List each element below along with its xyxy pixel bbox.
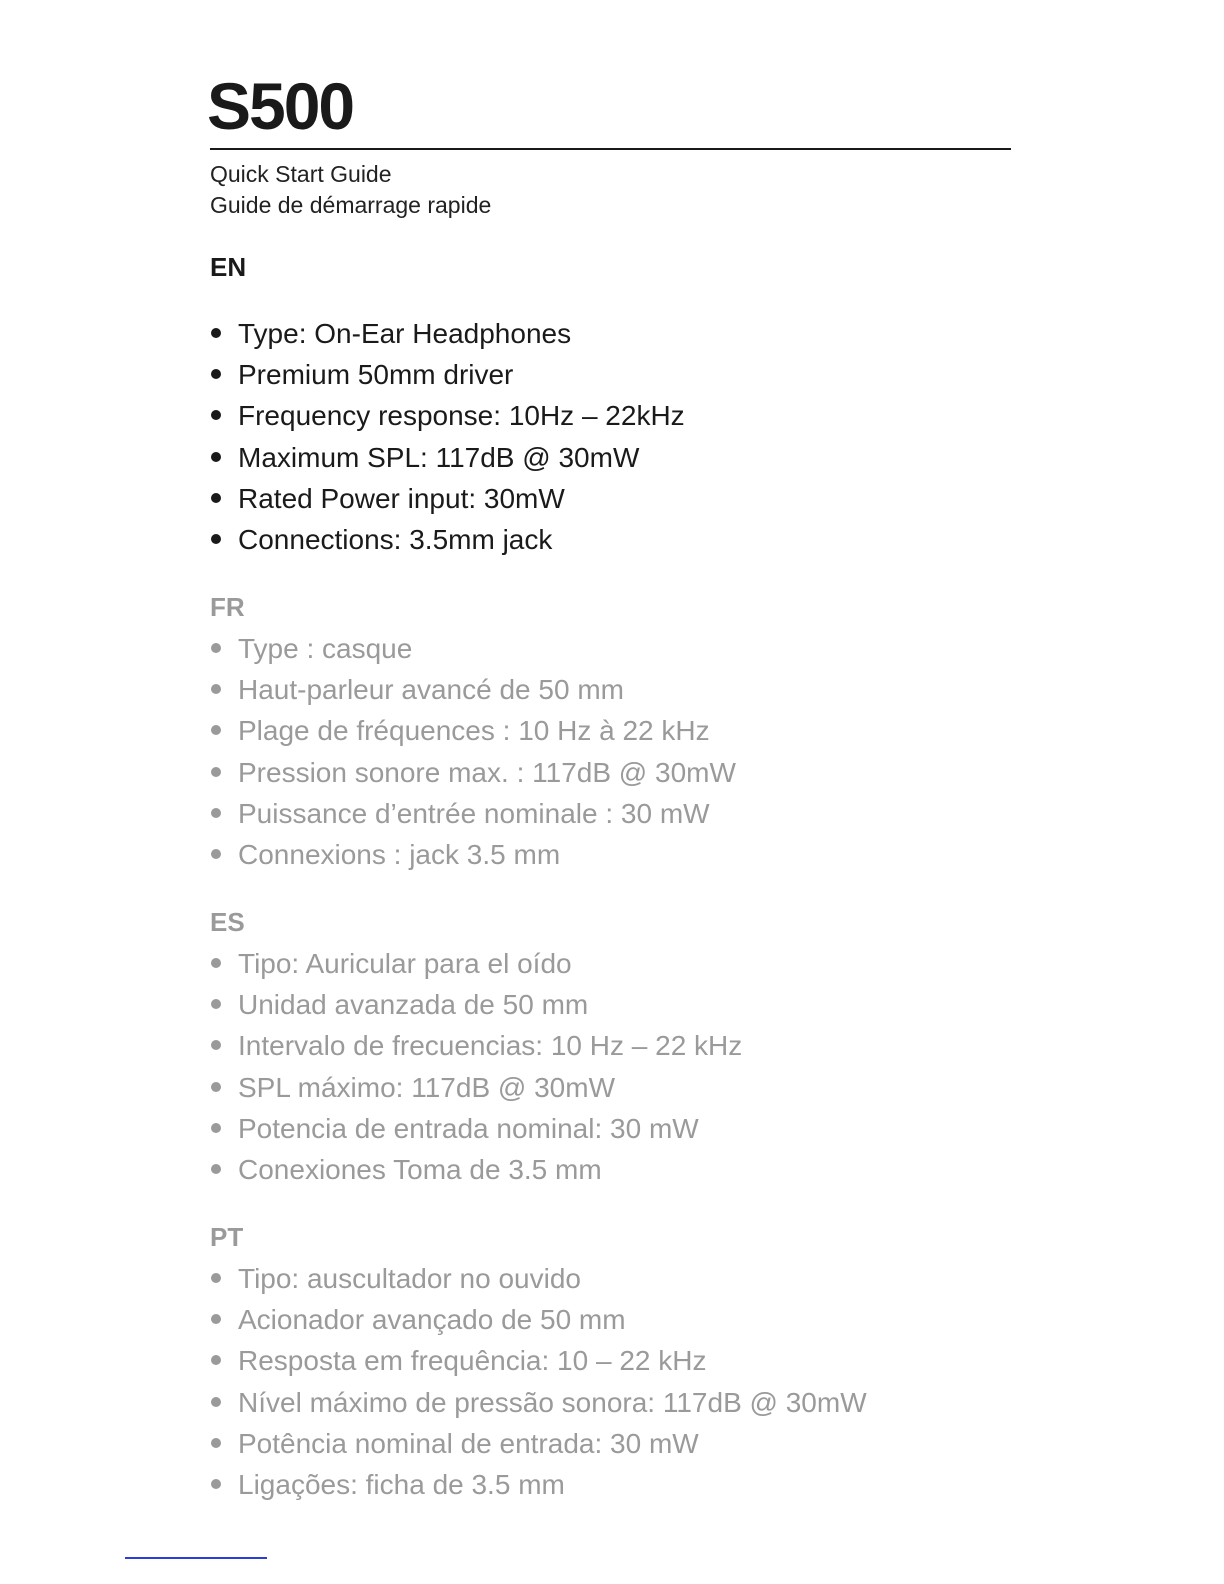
spec-item: Acionador avançado de 50 mm: [210, 1299, 867, 1340]
product-title: S500: [207, 69, 354, 143]
spec-item: Resposta em frequência: 10 – 22 kHz: [210, 1340, 867, 1381]
spec-item: Tipo: auscultador no ouvido: [210, 1258, 867, 1299]
spec-item: Tipo: Auricular para el oído: [210, 943, 742, 984]
spec-list-es: [210, 943, 742, 1190]
section-heading-es: ES: [210, 907, 245, 937]
spec-item: Pression sonore max. : 117dB @ 30mW: [210, 752, 736, 793]
section-heading-en: EN: [210, 252, 247, 282]
subtitle-french: Guide de démarrage rapide: [210, 192, 492, 218]
spec-item: Potencia de entrada nominal: 30 mW: [210, 1108, 742, 1149]
spec-item: Ligações: ficha de 3.5 mm: [210, 1464, 867, 1505]
spec-item: Type: On-Ear Headphones: [210, 313, 685, 354]
spec-item: Maximum SPL: 117dB @ 30mW: [210, 437, 685, 478]
spec-item: Nível máximo de pressão sonora: 117dB @ 30mW: [210, 1382, 867, 1423]
spec-item: Rated Power input: 30mW: [210, 478, 685, 519]
spec-list-pt: [210, 1258, 867, 1505]
spec-item: Potência nominal de entrada: 30 mW: [210, 1423, 867, 1464]
spec-item: Unidad avanzada de 50 mm: [210, 984, 742, 1025]
subtitle-english: Quick Start Guide: [210, 161, 392, 187]
section-heading-pt: PT: [210, 1222, 244, 1252]
spec-item: Connexions : jack 3.5 mm: [210, 834, 736, 875]
spec-item: Type : casque: [210, 628, 736, 669]
title-divider: [210, 148, 1011, 150]
spec-item: Conexiones Toma de 3.5 mm: [210, 1149, 742, 1190]
spec-item: Intervalo de frecuencias: 10 Hz – 22 kHz: [210, 1025, 742, 1066]
spec-item: Plage de fréquences : 10 Hz à 22 kHz: [210, 710, 736, 751]
footer-link-underline: [125, 1557, 267, 1559]
spec-item: Connections: 3.5mm jack: [210, 519, 685, 560]
spec-item: Puissance d’entrée nominale : 30 mW: [210, 793, 736, 834]
spec-list-en: [210, 313, 685, 560]
spec-item: SPL máximo: 117dB @ 30mW: [210, 1067, 742, 1108]
section-heading-fr: FR: [210, 592, 245, 622]
spec-list-fr: [210, 628, 736, 875]
spec-item: Premium 50mm driver: [210, 354, 685, 395]
spec-item: Frequency response: 10Hz – 22kHz: [210, 395, 685, 436]
spec-item: Haut-parleur avancé de 50 mm: [210, 669, 736, 710]
